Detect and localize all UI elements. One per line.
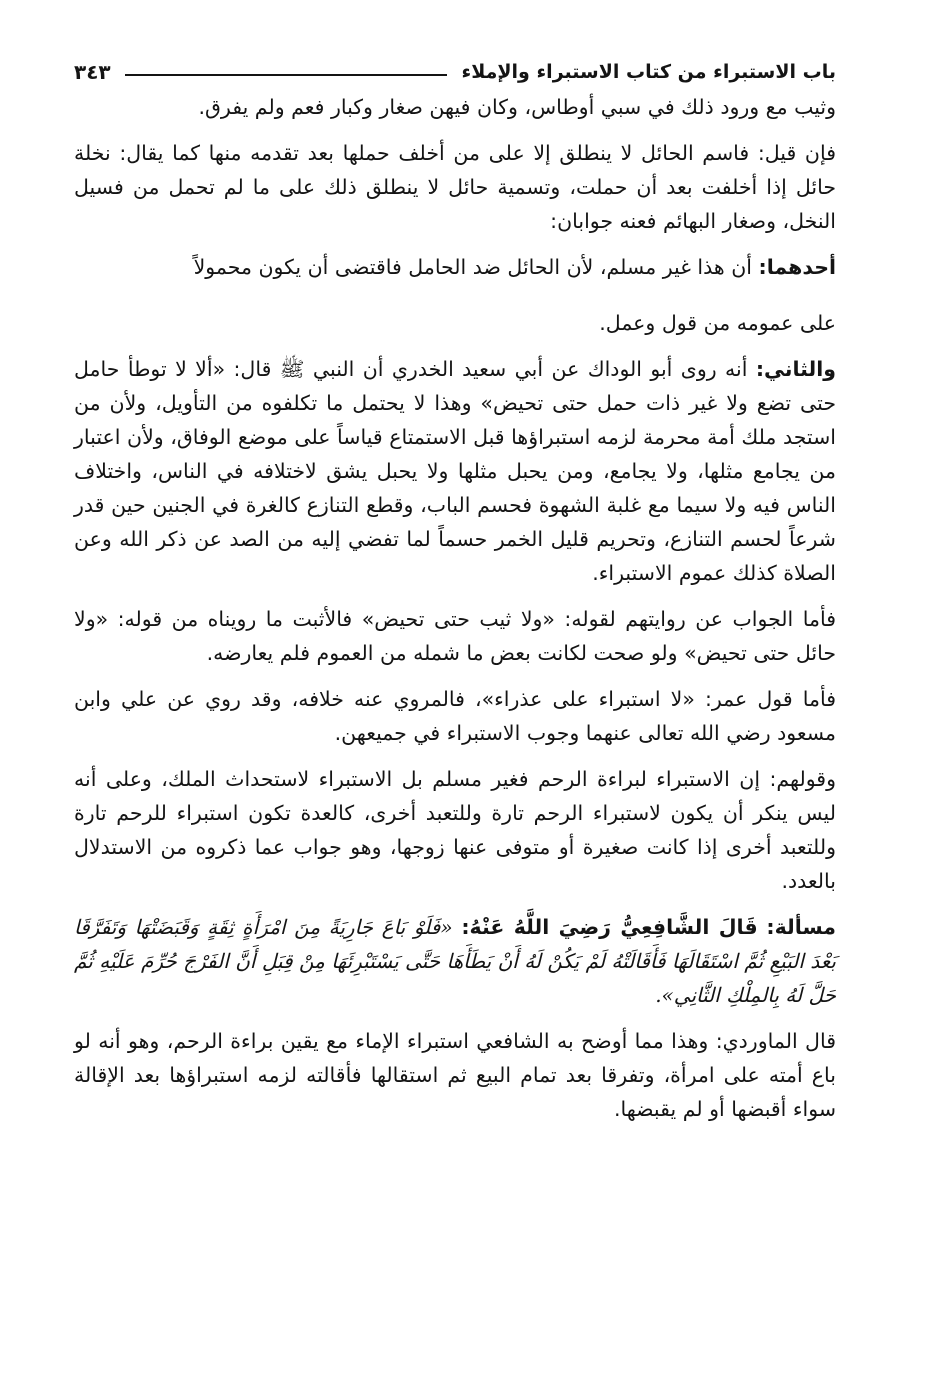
paragraph-text: قال الماوردي: وهذا مما أوضح به الشافعي استبراء الإماء مع يقين براءة الرحم، وهو أنه لو باع أمته على امرأة، وتفرقا بعد تمام البيع ثم استقالها فأقالته لزمه استبراؤها بعد الإقالة سواء أقبضها أو لم يقبضها. bbox=[74, 1029, 836, 1121]
running-head bbox=[74, 52, 836, 92]
paragraph-mawardi bbox=[74, 1024, 836, 1126]
paragraph-text: فإن قيل: فاسم الحائل لا ينطلق إلا على من أخلف حملها بعد تقدمه منها كما يقال: نخلة حائل إذا أخلفت بعد أن حملت، وتسمية حائل لا ينطلق ذلك على ما لم تحمل من فسيل النخل، وصغار البهائم فعنه جوابان: bbox=[74, 141, 836, 233]
paragraph-text: فأما قول عمر: «لا استبراء على عذراء»، فالمروي عنه خلافه، وقد روي عن علي وابن مسعود رضي الله تعالى عنهما وجوب الاستبراء في جميعهن. bbox=[74, 687, 836, 745]
paragraph-text: وقولهم: إن الاستبراء لبراءة الرحم فغير مسلم بل الاستبراء لاستحداث الملك، وعلى أنه ليس ينكر أن يكون لاستبراء الرحم تارة وللتعبد أخرى، كالعدة تكون استبراء للرحم تارة وللتعبد أخرى إذا كانت صغيرة أو متوفى عنها زوجها، وهو جواب عما ذكروه من الاستدلال بالعدد. bbox=[74, 767, 836, 893]
masala-label: مسألة: bbox=[766, 915, 836, 939]
masala-speaker: قَالَ الشَّافِعِيُّ رَضِيَ اللَّهُ عَنْهُ: bbox=[461, 915, 758, 939]
paragraph-text: أنه روى أبو الوداك عن أبي سعيد الخدري أن النبي ﷺ قال: «ألا لا توطأ حامل حتى تضع ولا غير ذات حمل حتى تحيض» وهذا لا يحتمل ما تكلفوه من التأويل، ولأن من استجد ملك أمة محرمة لزمه استبراؤها قبل الاستمتاع قياساً على موضع الوفاق، ولأن اعتبار من يجامع مثلها، ولا يجامع، ومن يحبل مثلها ولا يحبل يشق لاختلافه في الناس، واختلاف الناس فيه ولا سيما مع غلبة الشهوة فحسم الباب، وقطع التنازع كالغرة في الجنين حين قدر شرعاً لحسم التنازع، وتحريم قليل الخمر حسماً لما تفضي إليه من الصد عن ذكر الله وعن الصلاة كذلك عموم الاستبراء. bbox=[74, 357, 836, 585]
paragraph-reply-womb bbox=[74, 762, 836, 898]
paragraph-objection bbox=[74, 136, 836, 238]
paragraph-lead: أحدهما: bbox=[758, 255, 836, 279]
paragraph-text: على عمومه من قول وعمل. bbox=[599, 311, 836, 335]
paragraph-continuation bbox=[74, 90, 836, 124]
paragraph-text: أن هذا غير مسلم، لأن الحائل ضد الحامل فاقتضى أن يكون محمولاً bbox=[193, 255, 752, 279]
masala-quote: «فَلَوْ بَاعَ جَارِيَةً مِنَ امْرَأَةٍ ثِقَةٍ وَقَبَضَتْهَا وَتَفَرَّقَا بَعْدَ البَيْعِ ثُمَّ اسْتَقَالَهَا فَأَقَالَتْهُ لَمْ يَكُنْ لَهُ أَنْ يَطَأَهَا حَتَّى يَسْتَبْرِئَهَا مِنْ قِبَلِ أَنَّ الفَرْجَ حُرِّمَ عَلَيْهِ ثُمَّ حَلَّ لَهُ بِالمِلْكِ الثَّانِي». bbox=[74, 915, 836, 1007]
paragraph-answer-two bbox=[74, 352, 836, 590]
paragraph-answer-one bbox=[74, 250, 836, 284]
paragraph-reply-umar bbox=[74, 682, 836, 750]
paragraph-answer-one-end bbox=[74, 306, 836, 340]
paragraph-lead: والثاني: bbox=[755, 357, 836, 381]
book-page bbox=[74, 52, 836, 1138]
masala-paragraph bbox=[74, 910, 836, 1012]
page-number: ٣٤٣ bbox=[74, 60, 111, 84]
paragraph-reply-narration bbox=[74, 602, 836, 670]
paragraph-text: فأما الجواب عن روايتهم لقوله: «ولا ثيب حتى تحيض» فالأثبت ما رويناه من قوله: «ولا حائل حتى تحيض» ولو صحت لكانت بعض ما شمله من العموم فلم يعارضه. bbox=[74, 607, 836, 665]
chapter-title: باب الاستبراء من كتاب الاستبراء والإملاء bbox=[461, 61, 836, 83]
header-rule bbox=[125, 74, 448, 76]
paragraph-text: وثيب مع ورود ذلك في سبي أوطاس، وكان فيهن صغار وكبار فعم ولم يفرق. bbox=[198, 95, 836, 119]
